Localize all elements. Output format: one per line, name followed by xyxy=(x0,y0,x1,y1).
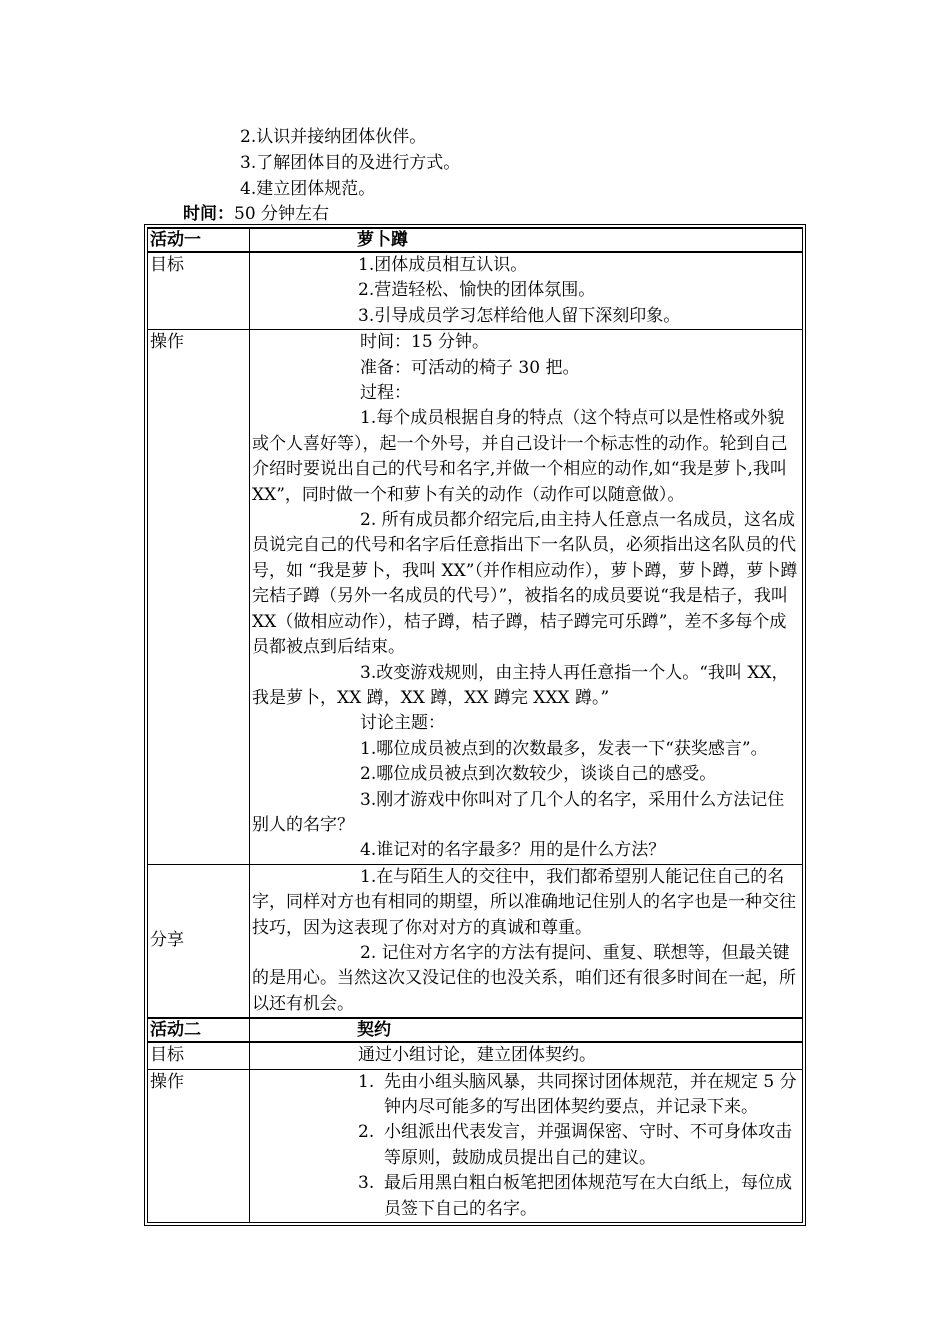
time-line xyxy=(183,202,329,226)
activity1-operation-row xyxy=(148,330,803,865)
activity1-label: 活动一 xyxy=(148,228,250,252)
intro-goal: 3.了解团体目的及进行方式。 xyxy=(240,153,461,173)
list-item xyxy=(358,1070,798,1121)
activity2-operation-row xyxy=(148,1069,803,1222)
share-label: 分享 xyxy=(148,864,250,1018)
intro-goal: 2.认识并接纳团体伙伴。 xyxy=(240,127,427,147)
discussion-item: 3.刚才游戏中你叫对了几个人的名字，采用什么方法记住别人的名字？ xyxy=(252,789,785,835)
share-item: 2. 记住对方名字的方法有提问、重复、联想等，但最关键的是用心。当然这次又没记住的也没关系，咱们还有很多时间在一起，所以还有机会。 xyxy=(252,942,796,1014)
intro-goal: 4.建立团体规范。 xyxy=(240,179,376,199)
operation-label: 操作 xyxy=(148,330,250,865)
activity1-name: 萝卜蹲 xyxy=(250,228,803,252)
activity2-header xyxy=(148,1018,803,1042)
op-step: 2. 所有成员都介绍完后,由主持人任意点一名成员，这名成员说完自己的代号和名字后任意指出下一名队员，必须指出这名队员的代号，如 “我是萝卜，我叫 XX”（并作相应动作），萝卜蹲，萝卜蹲，萝卜蹲完桔子蹲（另外一名成员的代号）”，被指名的成员要说“我是桔子，我叫 XX（做相应动作），桔子蹲，桔子蹲，桔子蹲完可乐蹲”，差不多每个成员都被点到后结束。 xyxy=(252,510,798,658)
time-label: 时间： xyxy=(183,204,234,224)
goal-item: 2.营造轻松、愉快的团体氛围。 xyxy=(358,280,596,301)
activity-table xyxy=(144,224,806,1226)
activity1-goal-row xyxy=(148,252,803,330)
share-item: 1.在与陌生人的交往中，我们都希望别人能记住自己的名字，同样对方也有相同的期望，所以准确地记住别人的名字也是一种交往技巧，因为这表现了你对对方的真诚和尊重。 xyxy=(252,866,796,938)
list-number: 1. xyxy=(358,1071,375,1092)
op-step: 3.改变游戏规则，由主持人再任意指一个人。“我叫 XX，我是萝卜，XX 蹲，XX 蹲，XX 蹲完 XXX 蹲。” xyxy=(252,662,789,708)
operation-content xyxy=(250,330,803,865)
discussion-label: 讨论主题： xyxy=(360,713,445,734)
time-value: 50 分钟左右 xyxy=(234,204,330,224)
operation-list xyxy=(250,1069,803,1222)
list-item xyxy=(358,1171,798,1222)
activity2-label: 活动二 xyxy=(148,1018,250,1042)
op-prep: 准备：可活动的椅子 30 把。 xyxy=(360,357,580,378)
goal-list xyxy=(250,252,803,330)
op-time: 时间：15 分钟。 xyxy=(360,332,490,353)
activity2-goal-row xyxy=(148,1042,803,1069)
operation-label: 操作 xyxy=(148,1069,250,1222)
discussion-item: 4.谁记对的名字最多？用的是什么方法？ xyxy=(360,840,666,861)
intro-goals xyxy=(240,124,460,202)
list-number: 3. xyxy=(358,1173,375,1194)
op-step: 1.每个成员根据自身的特点（这个特点可以是性格或外貌或个人喜好等），起一个外号，并自己设计一个标志性的动作。轮到自己介绍时要说出自己的代号和名字,并做一个相应的动作,如“我是萝卜,我叫 XX”，同时做一个和萝卜有关的动作（动作可以随意做）。 xyxy=(252,408,788,505)
goal-label: 目标 xyxy=(148,252,250,330)
list-item xyxy=(358,1120,798,1171)
goal-label: 目标 xyxy=(148,1042,250,1069)
activity2-name: 契约 xyxy=(250,1018,803,1042)
activity1-header xyxy=(148,228,803,252)
share-content xyxy=(250,864,803,1018)
activity1-share-row xyxy=(148,864,803,1018)
discussion-item: 2.哪位成员被点到次数较少，谈谈自己的感受。 xyxy=(360,764,717,785)
goal-item: 3.引导成员学习怎样给他人留下深刻印象。 xyxy=(358,305,681,326)
list-number: 2. xyxy=(358,1122,375,1143)
goal-text: 通过小组讨论，建立团体契约。 xyxy=(250,1042,803,1069)
discussion-item: 1.哪位成员被点到的次数最多，发表一下“获奖感言”。 xyxy=(360,738,768,759)
op-process: 过程： xyxy=(360,383,411,404)
list-text: 最后用黑白粗白板笔把团体规范写在大白纸上，每位成员签下自己的名字。 xyxy=(384,1173,792,1219)
goal-item: 1.团体成员相互认识。 xyxy=(358,255,528,275)
list-text: 先由小组头脑风暴，共同探讨团体规范，并在规定 5 分钟内尽可能多的写出团体契约要点，并记录下来。 xyxy=(384,1071,797,1117)
list-text: 小组派出代表发言，并强调保密、守时、不可身体攻击等原则，鼓励成员提出自己的建议。 xyxy=(384,1122,792,1168)
